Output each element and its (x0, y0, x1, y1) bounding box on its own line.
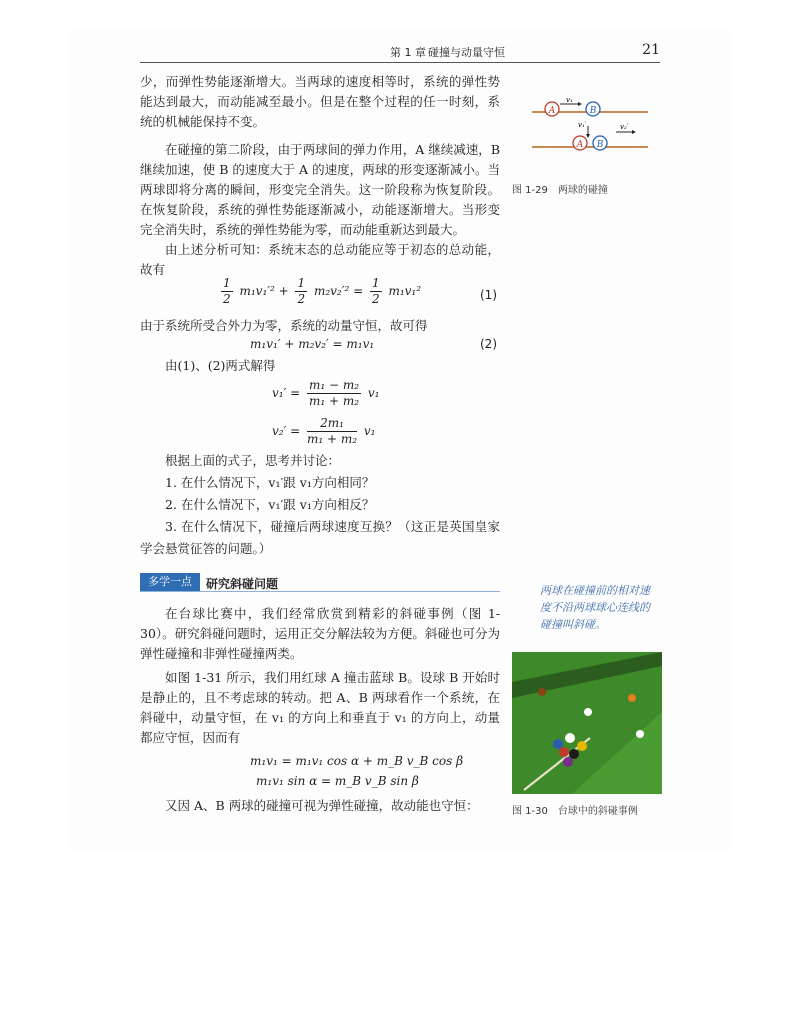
v1-arrowhead (578, 102, 582, 106)
running-header (140, 40, 660, 63)
paragraph-4-wrap (140, 316, 500, 336)
figure-1-30-billiards-photo (512, 652, 662, 794)
ball-a-after-label: A (576, 140, 584, 150)
v1p-arrowhead (586, 134, 590, 138)
ball-white-right (636, 730, 644, 738)
chapter-label: 第 1 章 (390, 46, 426, 59)
v1-label: v₁ (566, 96, 573, 104)
ball-purple (563, 757, 573, 767)
ball-white-far (584, 708, 592, 716)
v1p-label: v₁′ (578, 121, 587, 129)
margin-note: 两球在碰撞前的相对速度不沿两球球心连线的碰撞叫斜碰。 (540, 584, 650, 631)
ball-b-before-label: B (589, 106, 597, 116)
ball-black (569, 749, 579, 759)
section-badge: 多学一点 (140, 573, 200, 591)
ball-red (559, 747, 569, 757)
figure-1-30-caption: 图 1-30 台球中的斜碰事例 (512, 806, 638, 817)
ball-orange (628, 694, 636, 702)
paragraph-4: 由于系统所受合外力为零，系统的动量守恒，故可得 (140, 318, 428, 333)
question-3: 3. 在什么情况下，碰撞后两球速度互换？（这正是英国皇家学会悬赏征答的问题。） (140, 519, 500, 556)
paragraph-2: 在碰撞的第二阶段，由于两球间的弹力作用，A 继续减速，B 继续加速，使 B 的速度大于 A 的速度，两球的形变逐渐减小。当两球即将分离的瞬间，形变完全消失。这一阶段称为恢复阶段。在恢复阶段，系统的弹性势能逐渐减小，动能逐渐增大。当形变完全消失时，系统的弹性势能为零，而动能重新达到最大。 (140, 142, 500, 237)
equation-1-number: (1) (480, 288, 497, 302)
equation-3: m₁v₁ = m₁v₁ cos α + m_B v_B cos β (250, 754, 464, 768)
paragraph-8: 又因 A、B 两球的碰撞可视为弹性碰撞，故动能也守恒： (165, 798, 479, 813)
question-1: 1. 在什么情况下，v₁′跟 v₁方向相同？ (165, 475, 375, 490)
ball-yellow (577, 741, 587, 751)
discussion-intro: 根据上面的式子，思考并讨论： (165, 453, 341, 468)
ball-b-after-label: B (596, 140, 604, 150)
paragraph-7: 如图 1-31 所示，我们用红球 A 撞击蓝球 B。设球 B 开始时是静止的，且不考虑球的转动。把 A、B 两球看作一个系统，在斜碰中，动量守恒，在 v₁ 的方向上和垂直于 v₁ 的方向上，动量都应守恒，因而有 (140, 670, 500, 745)
figure-1-29-caption: 图 1-29 两球的碰撞 (512, 185, 608, 196)
paragraph-5-wrap (140, 356, 500, 376)
body-column-bottom (140, 604, 500, 748)
figure-1-29 (530, 92, 650, 152)
solution-2: v₂′ = $\frac{\text{2m₁}}{\text{m₁ + m₂}}$ v₁ (272, 416, 376, 446)
paragraph-8-wrap (140, 796, 500, 816)
discussion-list (140, 450, 500, 560)
ball-a-before-label: A (548, 106, 556, 116)
paragraph-5: 由(1)、(2)两式解得 (165, 358, 276, 373)
paragraph-1: 少，而弹性势能逐渐增大。当两球的速度相等时，系统的弹性势能达到最大，而动能减至最小。但是在整个过程的任一时刻，系统的机械能保持不变。 (140, 74, 500, 129)
v2p-label: v₂′ (620, 123, 629, 131)
ball-cue (565, 733, 575, 743)
equation-2: m₁v₁′ + m₂v₂′ = m₁v₁ (250, 337, 375, 351)
section-divider (140, 591, 500, 592)
question-2: 2. 在什么情况下，v₁′跟 v₁方向相反？ (165, 497, 375, 512)
page-number: 21 (642, 42, 660, 58)
v2p-arrowhead (632, 130, 636, 134)
section-title: 研究斜碰问题 (206, 577, 279, 591)
equation-1: $\frac{1}{2}$ m₁v₁′² + $\frac{1}{2}$ m₂v₂′² = $\frac{1}{2}$ m₁v₁² (223, 276, 422, 306)
body-column-top (140, 72, 500, 280)
solution-1: v₁′ = $\frac{\text{m₁ − m₂}}{\text{m₁ + m₂}}$ v₁ (272, 378, 380, 408)
equation-4: m₁v₁ sin α = m_B v_B sin β (256, 774, 419, 788)
chapter-title: 碰撞与动量守恒 (428, 46, 505, 59)
ball-blue (553, 739, 563, 749)
paragraph-3: 由上述分析可知：系统末态的总动能应等于初态的总动能，故有 (140, 242, 500, 277)
paragraph-6: 在台球比赛中，我们经常欣赏到精彩的斜碰事例（图 1-30）。研究斜碰问题时，运用正交分解法较为方便。斜碰也可分为弹性碰撞和非弹性碰撞两类。 (140, 606, 500, 661)
ball-brown (538, 688, 546, 696)
equation-2-number: (2) (480, 337, 497, 351)
